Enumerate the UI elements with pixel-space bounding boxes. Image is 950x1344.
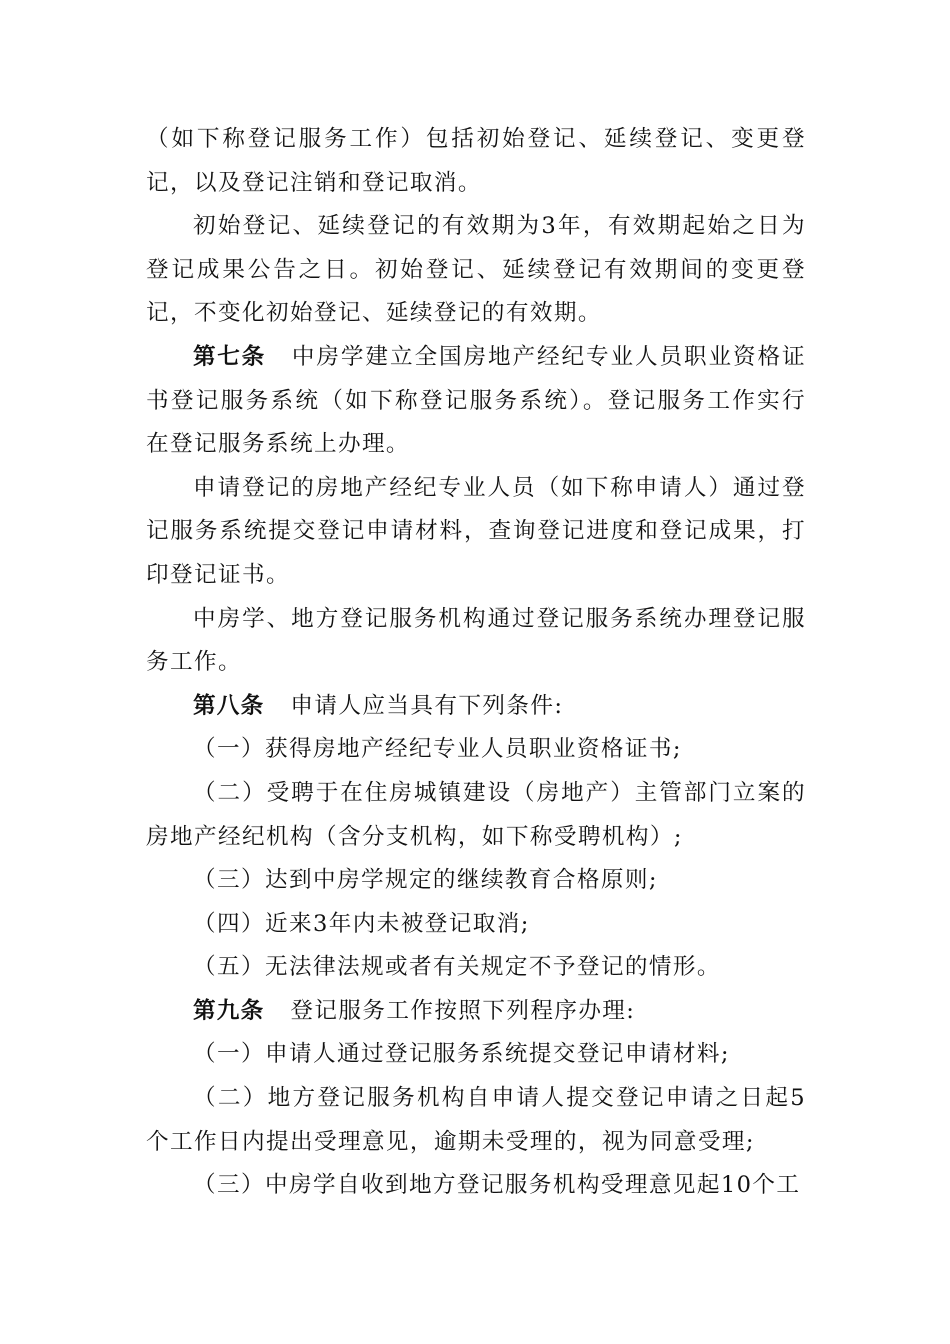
article-number: 第八条	[193, 692, 265, 719]
paragraph	[146, 205, 806, 336]
list-item	[146, 1033, 806, 1077]
paragraph-text: 申请人应当具有下列条件:	[290, 692, 564, 719]
list-item	[146, 903, 806, 947]
article-number: 第七条	[193, 343, 266, 370]
paragraph-text: 初始登记、延续登记的有效期为3年，有效期起始之日为登记成果公告之日。初始登记、延续登记有效期间的变更登记，不变化初始登记、延续登记的有效期。	[146, 213, 806, 327]
paragraph	[146, 598, 806, 685]
paragraph-text: （三）达到中房学规定的继续教育合格原则;	[193, 867, 658, 894]
article-number: 第九条	[193, 997, 265, 1024]
paragraph	[146, 467, 806, 598]
paragraph-text: 申请登记的房地产经纪专业人员（如下称申请人）通过登记服务系统提交登记申请材料，查询登记进度和登记成果，打印登记证书。	[146, 474, 806, 588]
document-page	[146, 118, 806, 1208]
list-item	[146, 728, 806, 772]
list-item	[146, 772, 806, 859]
paragraph-text: 中房学、地方登记服务机构通过登记服务系统办理登记服务工作。	[146, 605, 806, 676]
list-item	[146, 1077, 806, 1164]
paragraph-text: （如下称登记服务工作）包括初始登记、延续登记、变更登记，以及登记注销和登记取消。	[146, 126, 806, 196]
paragraph	[146, 118, 806, 205]
paragraph-text: （三）中房学自收到地方登记服务机构受理意见起10个工	[193, 1172, 801, 1199]
paragraph-text: （五）无法律法规或者有关规定不予登记的情形。	[193, 954, 721, 981]
article-7	[146, 336, 806, 467]
article-8	[146, 685, 806, 729]
list-item	[146, 946, 806, 990]
paragraph-text: 中房学建立全国房地产经纪专业人员职业资格证书登记服务系统（如下称登记服务系统）。登记服务工作实行在登记服务系统上办理。	[146, 343, 806, 458]
paragraph-text: （二）受聘于在住房城镇建设（房地产）主管部门立案的房地产经纪机构（含分支机构，如下称受聘机构）;	[146, 779, 806, 850]
paragraph-text: （四）近来3年内未被登记取消;	[193, 910, 530, 937]
article-9	[146, 990, 806, 1034]
paragraph-text: （一）获得房地产经纪专业人员职业资格证书;	[193, 736, 682, 763]
paragraph-text: （二）地方登记服务机构自申请人提交登记申请之日起5个工作日内提出受理意见，逾期未受理的，视为同意受理;	[146, 1085, 806, 1155]
paragraph-text: （一）申请人通过登记服务系统提交登记申请材料;	[193, 1041, 730, 1068]
list-item	[146, 859, 806, 903]
paragraph-text: 登记服务工作按照下列程序办理:	[290, 997, 636, 1024]
list-item	[146, 1164, 806, 1208]
